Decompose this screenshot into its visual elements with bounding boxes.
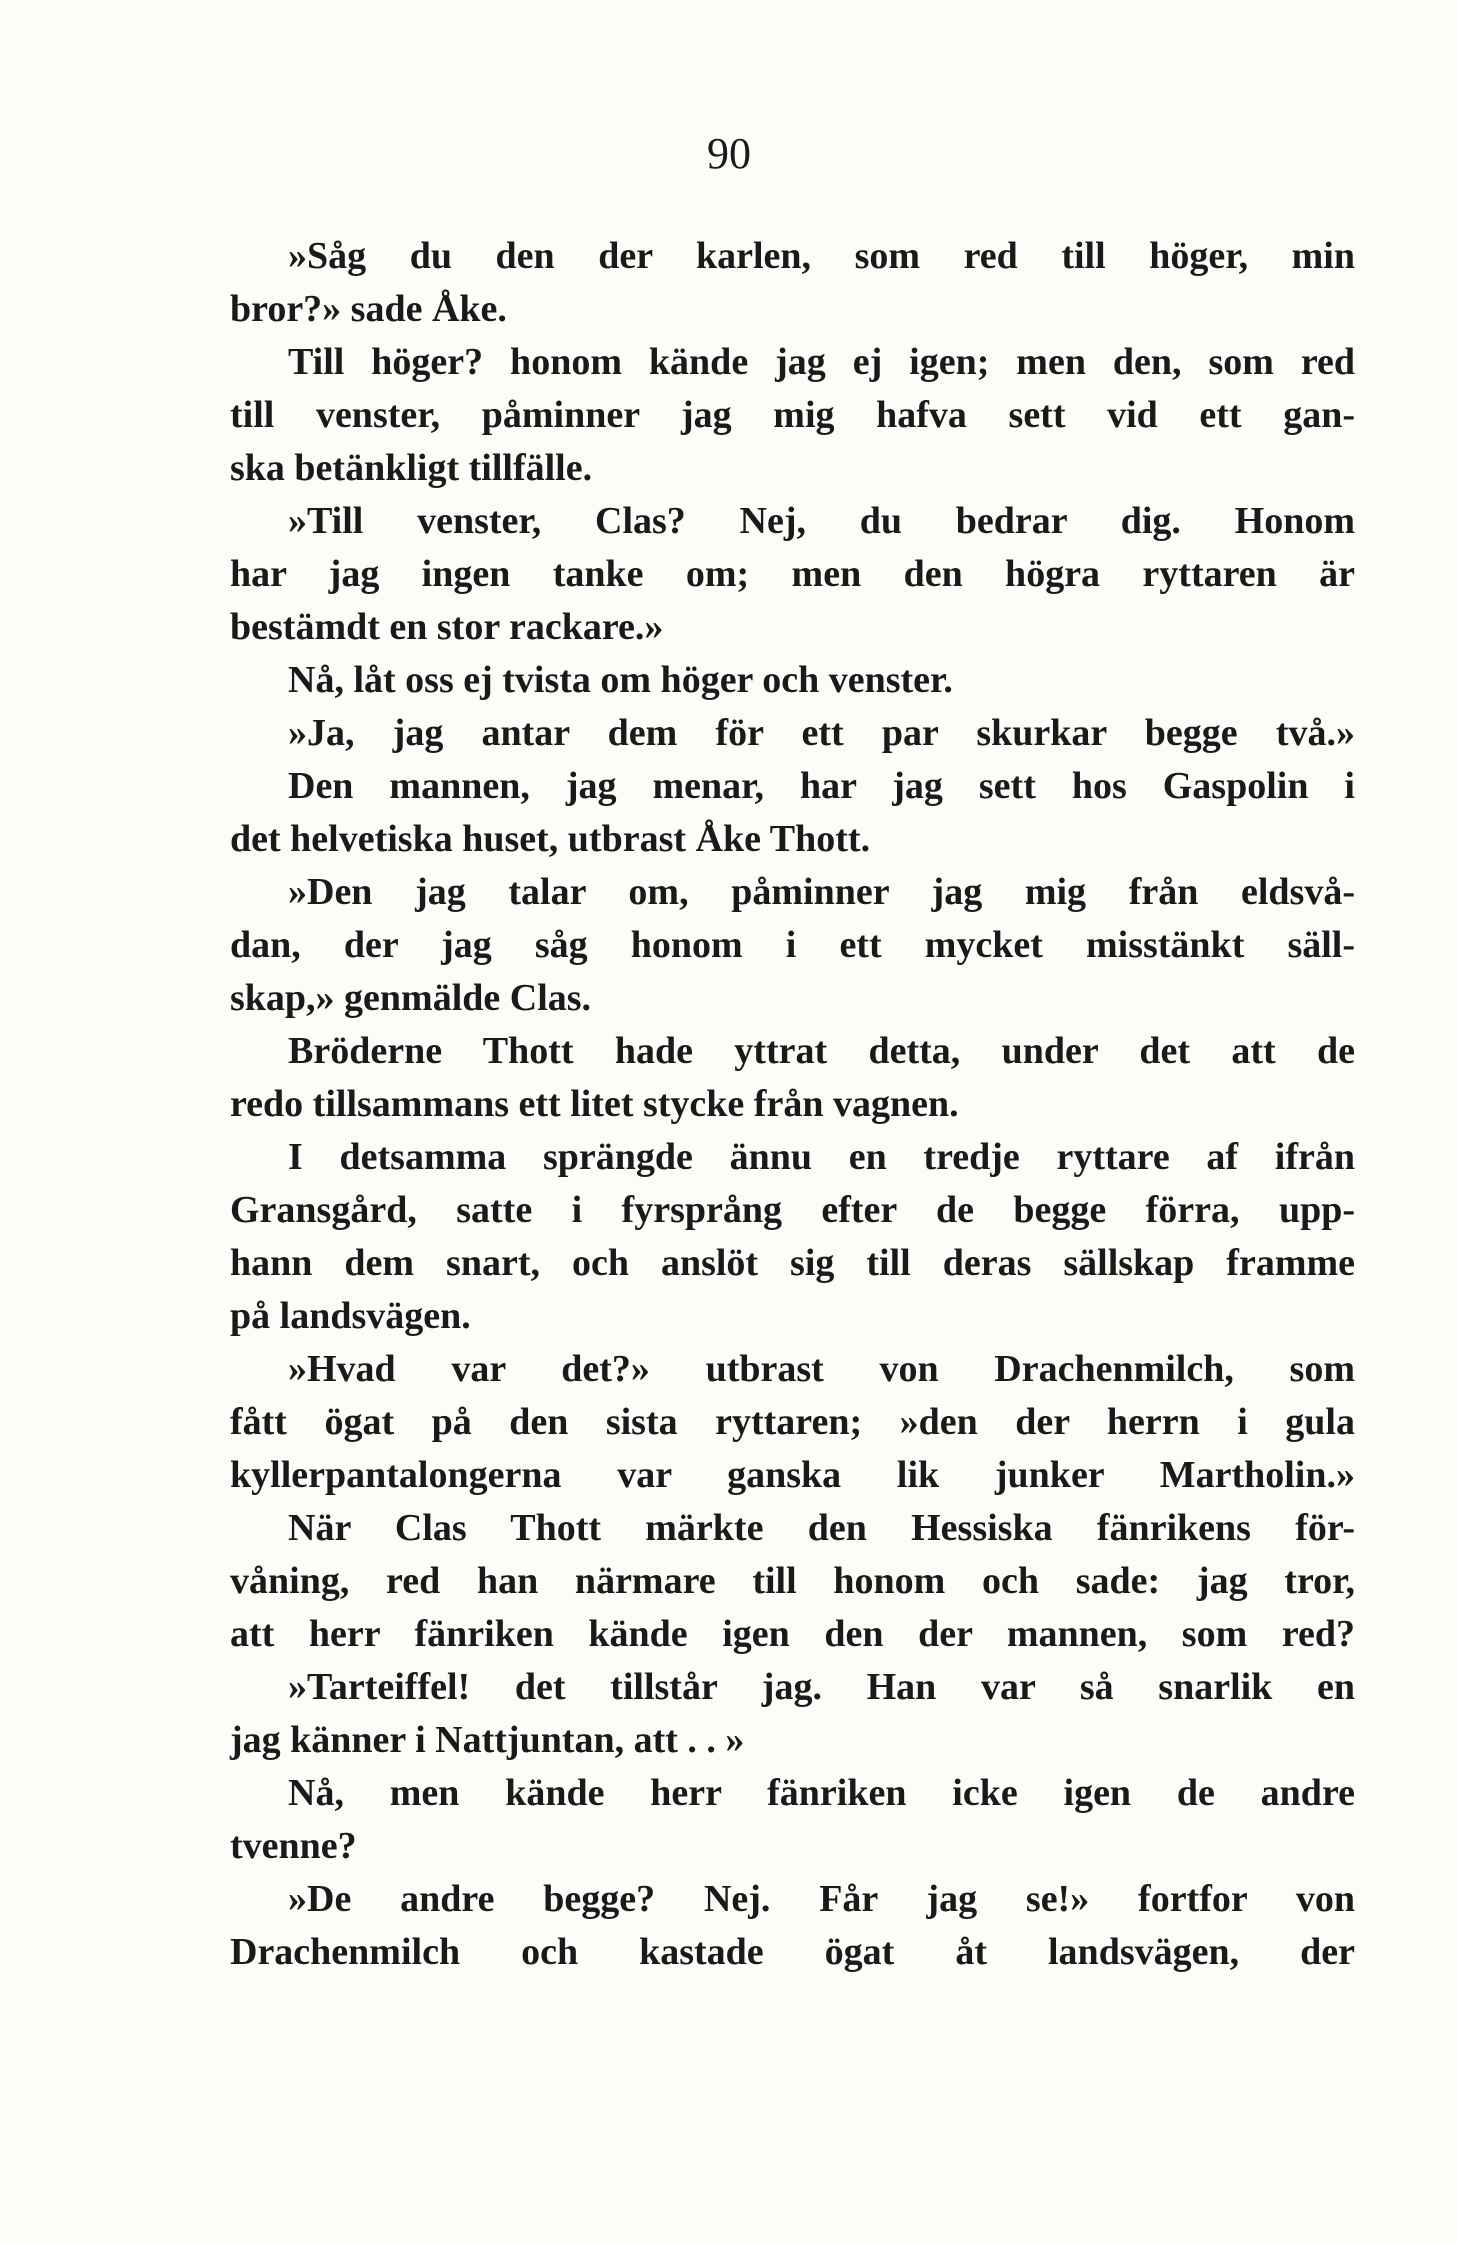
text-line: I detsamma sprängde ännu en tredje ryttare af ifrån xyxy=(288,1136,1355,1178)
text-line: Nå, men kände herr fänriken icke igen de andre xyxy=(288,1772,1355,1814)
text-line: bror?» sade Åke. xyxy=(230,288,507,330)
text-line: »Den jag talar om, påminner jag mig från eldsvå- xyxy=(288,871,1355,913)
text-line: Till höger? honom kände jag ej igen; men den, som red xyxy=(288,341,1355,383)
text-line: jag känner i Nattjuntan, att . . » xyxy=(230,1719,745,1761)
text-line: »Tarteiffel! det tillstår jag. Han var så snarlik en xyxy=(288,1666,1355,1708)
text-line: redo tillsammans ett litet stycke från vagnen. xyxy=(230,1083,959,1125)
body-text xyxy=(230,230,1355,1979)
text-line: Den mannen, jag menar, har jag sett hos Gaspolin i xyxy=(288,765,1355,807)
text-line: till venster, påminner jag mig hafva sett vid ett gan- xyxy=(230,394,1355,436)
text-line: kyllerpantalongerna var ganska lik junker Martholin.» xyxy=(230,1454,1355,1496)
text-line: fått ögat på den sista ryttaren; »den der herrn i gula xyxy=(230,1401,1355,1443)
text-line: dan, der jag såg honom i ett mycket misstänkt säll- xyxy=(230,924,1355,966)
text-line: När Clas Thott märkte den Hessiska fänrikens för- xyxy=(288,1507,1355,1549)
text-line: »Ja, jag antar dem för ett par skurkar begge två.» xyxy=(288,712,1355,754)
text-line: »Såg du den der karlen, som red till höger, min xyxy=(288,235,1355,277)
text-line: »Hvad var det?» utbrast von Drachenmilch, som xyxy=(288,1348,1355,1390)
text-line: »De andre begge? Nej. Får jag se!» fortfor von xyxy=(288,1878,1355,1920)
text-line: Nå, låt oss ej tvista om höger och venster. xyxy=(288,659,953,701)
text-line: Drachenmilch och kastade ögat åt landsvägen, der xyxy=(230,1931,1355,1973)
text-line: Gransgård, satte i fyrsprång efter de begge förra, upp- xyxy=(230,1189,1355,1231)
page-number: 90 xyxy=(707,129,751,178)
text-line: Bröderne Thott hade yttrat detta, under det att de xyxy=(288,1030,1355,1072)
text-line: att herr fänriken kände igen den der mannen, som red? xyxy=(230,1613,1355,1655)
text-line: bestämdt en stor rackare.» xyxy=(230,606,664,648)
text-line: »Till venster, Clas? Nej, du bedrar dig. Honom xyxy=(288,500,1355,542)
text-line: tvenne? xyxy=(230,1825,357,1867)
text-line: på landsvägen. xyxy=(230,1295,471,1337)
text-line: hann dem snart, och anslöt sig till deras sällskap framme xyxy=(230,1242,1355,1284)
text-line: det helvetiska huset, utbrast Åke Thott. xyxy=(230,818,871,860)
text-line: ska betänkligt tillfälle. xyxy=(230,447,593,489)
text-line: våning, red han närmare till honom och sade: jag tror, xyxy=(230,1560,1355,1602)
text-line: skap,» genmälde Clas. xyxy=(230,977,592,1019)
text-line: har jag ingen tanke om; men den högra ryttaren är xyxy=(230,553,1355,595)
